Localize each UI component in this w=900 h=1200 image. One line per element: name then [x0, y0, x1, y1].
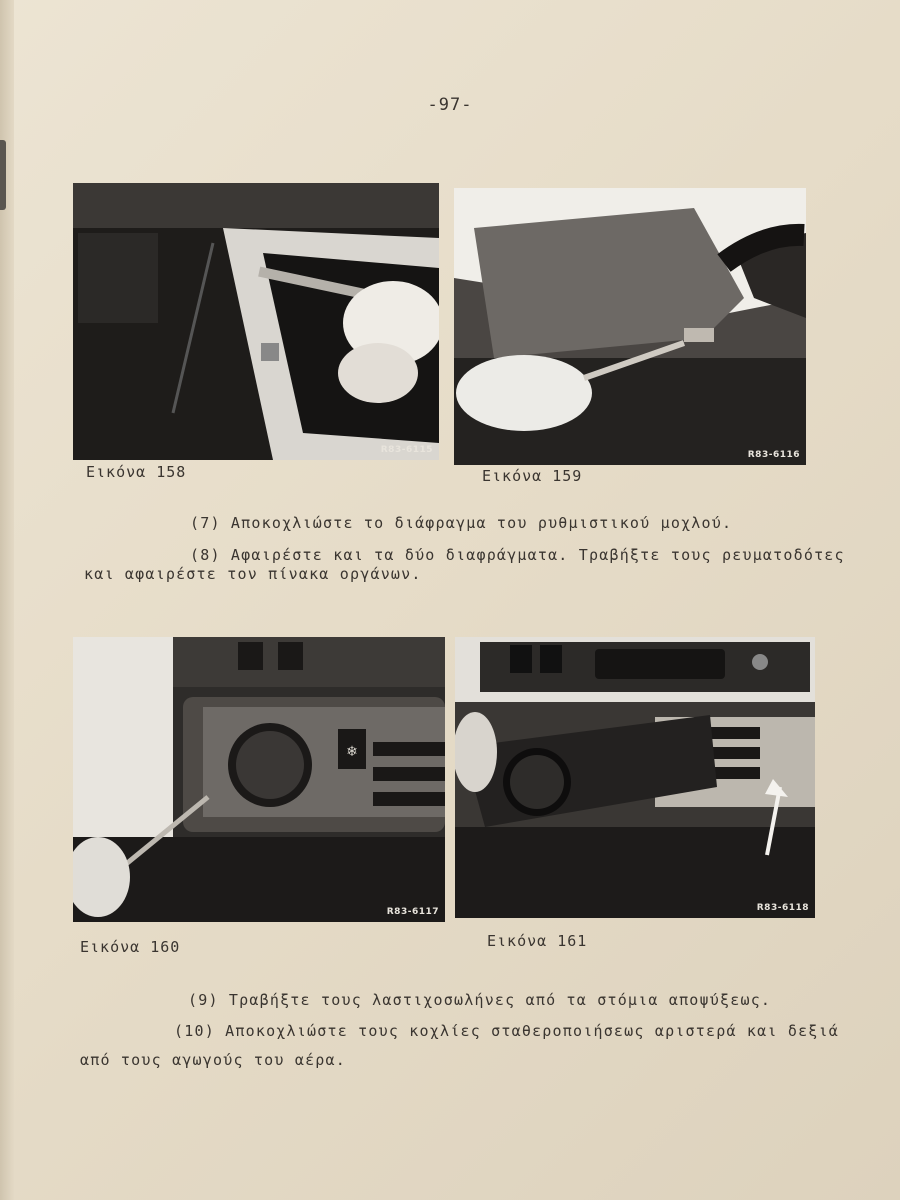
step-8-line-2: και αφαιρέστε τον πίνακα οργάνων. [84, 565, 422, 583]
figure-158-caption: Εικόνα 158 [86, 463, 187, 481]
step-9-text: (9) Τραβήξτε τους λαστιχοσωλήνες από τα στόμια αποψύξεως. [188, 991, 772, 1009]
figure-158-photo [73, 183, 439, 460]
step-10-line-1: (10) Αποκοχλιώστε τους κοχλίες σταθεροποιήσεως αριστερά και δεξιά [174, 1022, 839, 1040]
page-number: -97- [427, 95, 473, 115]
figure-161-caption: Εικόνα 161 [487, 932, 588, 950]
figure-160-code: R83-6117 [386, 907, 439, 917]
step-7-text: (7) Αποκοχλιώστε το διάφραγμα του ρυθμιστικού μοχλού. [190, 514, 733, 532]
step-10-line-2: από τους αγωγούς του αέρα. [80, 1051, 346, 1069]
figure-161-photo [455, 637, 815, 918]
figure-161-code: R83-6118 [756, 903, 809, 913]
figure-159-photo [454, 188, 806, 465]
figure-160-caption: Εικόνα 160 [80, 938, 181, 956]
fig160-fan-button-label: ❄ [346, 744, 358, 760]
figure-158-code: R83-6115 [380, 445, 433, 455]
step-8-line-1: (8) Αφαιρέστε και τα δύο διαφράγματα. Τραβήξτε τους ρευματοδότες [190, 546, 845, 564]
binding-shadow [0, 140, 6, 210]
figure-159-caption: Εικόνα 159 [482, 467, 583, 485]
figure-160-photo [73, 637, 445, 922]
figure-159-code: R83-6116 [747, 450, 800, 460]
